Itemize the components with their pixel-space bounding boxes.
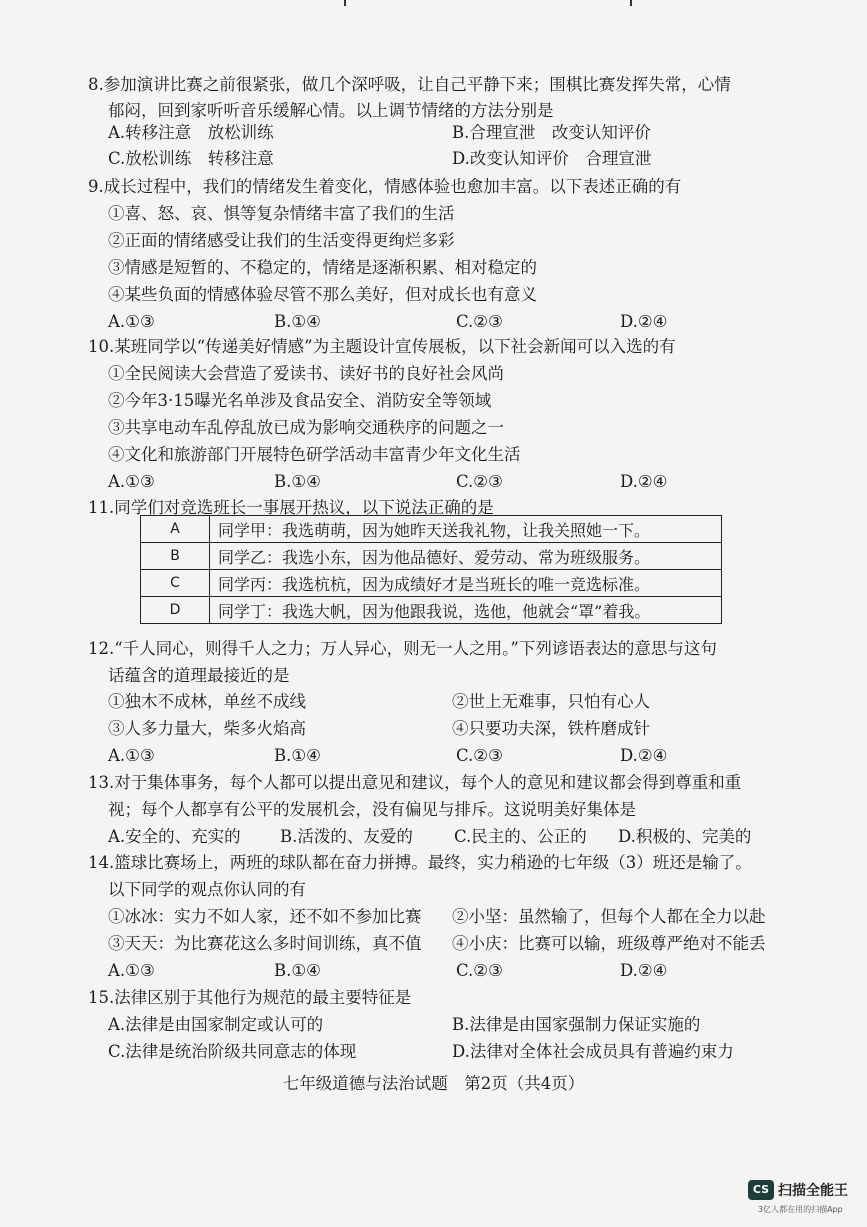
question-stem-line: 以下同学的观点你认同的有	[108, 880, 306, 899]
statement-item: ①喜、怒、哀、惧等复杂情绪丰富了我们的生活	[108, 204, 455, 223]
question-stem-line: 10.某班同学以“传递美好情感”为主题设计宣传展板，以下社会新闻可以入选的有	[88, 337, 676, 356]
statement-item: ②世上无难事，只怕有心人	[452, 692, 650, 711]
option-c[interactable]: C.②③	[456, 472, 503, 491]
option-a[interactable]: A.法律是由国家制定或认可的	[108, 1015, 324, 1034]
scan-mark	[344, 0, 346, 6]
scanner-badge	[748, 1178, 848, 1222]
option-text: 同学丙：我选杭杭，因为成绩好才是当班长的唯一竞选标准。	[210, 570, 722, 597]
scanner-tagline: 3亿人都在用的扫描App	[758, 1205, 843, 1214]
option-c[interactable]: C.②③	[456, 312, 503, 331]
option-text: 同学甲：我选萌萌，因为她昨天送我礼物，让我关照她一下。	[210, 516, 722, 543]
question-stem-line: 视；每个人都享有公平的发展机会，没有偏见与排斥。这说明美好集体是	[108, 800, 636, 819]
option-text: 同学乙：我选小东，因为他品德好、爱劳动、常为班级服务。	[210, 543, 722, 570]
option-c[interactable]: C.②③	[456, 961, 503, 980]
statement-item: ②小坚：虽然输了，但每个人都在全力以赴	[452, 907, 766, 926]
table-row[interactable]	[141, 570, 722, 597]
option-a[interactable]: A.①③	[108, 312, 155, 331]
option-b[interactable]: B.活泼的、友爱的	[280, 827, 413, 846]
option-key: D	[141, 597, 210, 624]
statement-item: ③情感是短暂的、不稳定的，情绪是逐渐积累、相对稳定的	[108, 258, 537, 277]
option-c[interactable]: C.②③	[456, 746, 503, 765]
question-stem-line: 8.参加演讲比赛之前很紧张，做几个深呼吸，让自己平静下来；围棋比赛发挥失常，心情	[88, 75, 731, 94]
statement-item: ③共享电动车乱停乱放已成为影响交通秩序的问题之一	[108, 418, 504, 437]
option-d[interactable]: D.②④	[620, 472, 668, 491]
option-c[interactable]: C.法律是统治阶级共同意志的体现	[108, 1042, 357, 1061]
table-row[interactable]	[141, 516, 722, 543]
option-a[interactable]: A.①③	[108, 961, 155, 980]
option-c[interactable]: C.放松训练 转移注意	[108, 149, 274, 168]
option-d[interactable]: D.积极的、完美的	[618, 827, 752, 846]
option-a[interactable]: A.①③	[108, 746, 155, 765]
option-d[interactable]: D.②④	[620, 312, 668, 331]
option-b[interactable]: B.合理宣泄 改变认知评价	[452, 123, 651, 142]
statement-item: ④小庆：比赛可以输，班级尊严绝对不能丢	[452, 934, 766, 953]
statement-item: ①独木不成林，单丝不成线	[108, 692, 306, 711]
option-key: B	[141, 543, 210, 570]
scan-mark	[630, 0, 632, 6]
table-row[interactable]	[141, 543, 722, 570]
option-a[interactable]: A.安全的、充实的	[108, 827, 241, 846]
camscanner-logo: CS	[748, 1180, 774, 1200]
option-b[interactable]: B.法律是由国家强制力保证实施的	[452, 1015, 701, 1034]
question-stem-line: 话蕴含的道理最接近的是	[108, 666, 290, 685]
option-a[interactable]: A.转移注意 放松训练	[108, 123, 274, 142]
option-d[interactable]: D.②④	[620, 746, 668, 765]
option-key: C	[141, 570, 210, 597]
options-table	[140, 515, 722, 624]
statement-item: ③天天：为比赛花这么多时间训练，真不值	[108, 934, 422, 953]
option-b[interactable]: B.①④	[274, 312, 321, 331]
question-stem-line: 15.法律区别于其他行为规范的最主要特征是	[88, 988, 412, 1007]
option-d[interactable]: D.②④	[620, 961, 668, 980]
page-footer: 七年级道德与法治试题 第2页（共4页）	[282, 1074, 585, 1093]
question-stem-line: 9.成长过程中，我们的情绪发生着变化，情感体验也愈加丰富。以下表述正确的有	[88, 177, 682, 196]
option-b[interactable]: B.①④	[274, 472, 321, 491]
table-row[interactable]	[141, 597, 722, 624]
question-stem-line: 14.篮球比赛场上，两班的球队都在奋力拼搏。最终，实力稍逊的七年级（3）班还是输了。	[88, 853, 752, 872]
statement-item: ②正面的情绪感受让我们的生活变得更绚烂多彩	[108, 231, 455, 250]
option-d[interactable]: D.法律对全体社会成员具有普遍约束力	[452, 1042, 734, 1061]
statement-item: ②今年3·15曝光名单涉及食品安全、消防安全等领域	[108, 391, 492, 410]
option-b[interactable]: B.①④	[274, 746, 321, 765]
statement-item: ①全民阅读大会营造了爱读书、读好书的良好社会风尚	[108, 364, 504, 383]
statement-item: ③人多力量大，柴多火焰高	[108, 719, 306, 738]
question-stem-line: 郁闷，回到家听听音乐缓解心情。以上调节情绪的方法分别是	[108, 101, 554, 120]
option-text: 同学丁：我选大帆，因为他跟我说，选他，他就会“罩”着我。	[210, 597, 722, 624]
scanner-app-name: 扫描全能王	[778, 1183, 848, 1199]
option-d[interactable]: D.改变认知评价 合理宣泄	[452, 149, 652, 168]
question-stem-line: 12.“千人同心，则得千人之力；万人异心，则无一人之用。”下列谚语表达的意思与这句	[88, 639, 717, 658]
option-b[interactable]: B.①④	[274, 961, 321, 980]
statement-item: ①冰冰：实力不如人家，还不如不参加比赛	[108, 907, 422, 926]
statement-item: ④只要功夫深，铁杵磨成针	[452, 719, 650, 738]
question-stem-line: 11.同学们对竞选班长一事展开热议，以下说法正确的是	[88, 498, 494, 517]
option-c[interactable]: C.民主的、公正的	[454, 827, 587, 846]
statement-item: ④某些负面的情感体验尽管不那么美好，但对成长也有意义	[108, 285, 537, 304]
option-a[interactable]: A.①③	[108, 472, 155, 491]
statement-item: ④文化和旅游部门开展特色研学活动丰富青少年文化生活	[108, 445, 521, 464]
question-stem-line: 13.对于集体事务，每个人都可以提出意见和建议，每个人的意见和建议都会得到尊重和重	[88, 773, 742, 792]
option-key: A	[141, 516, 210, 543]
